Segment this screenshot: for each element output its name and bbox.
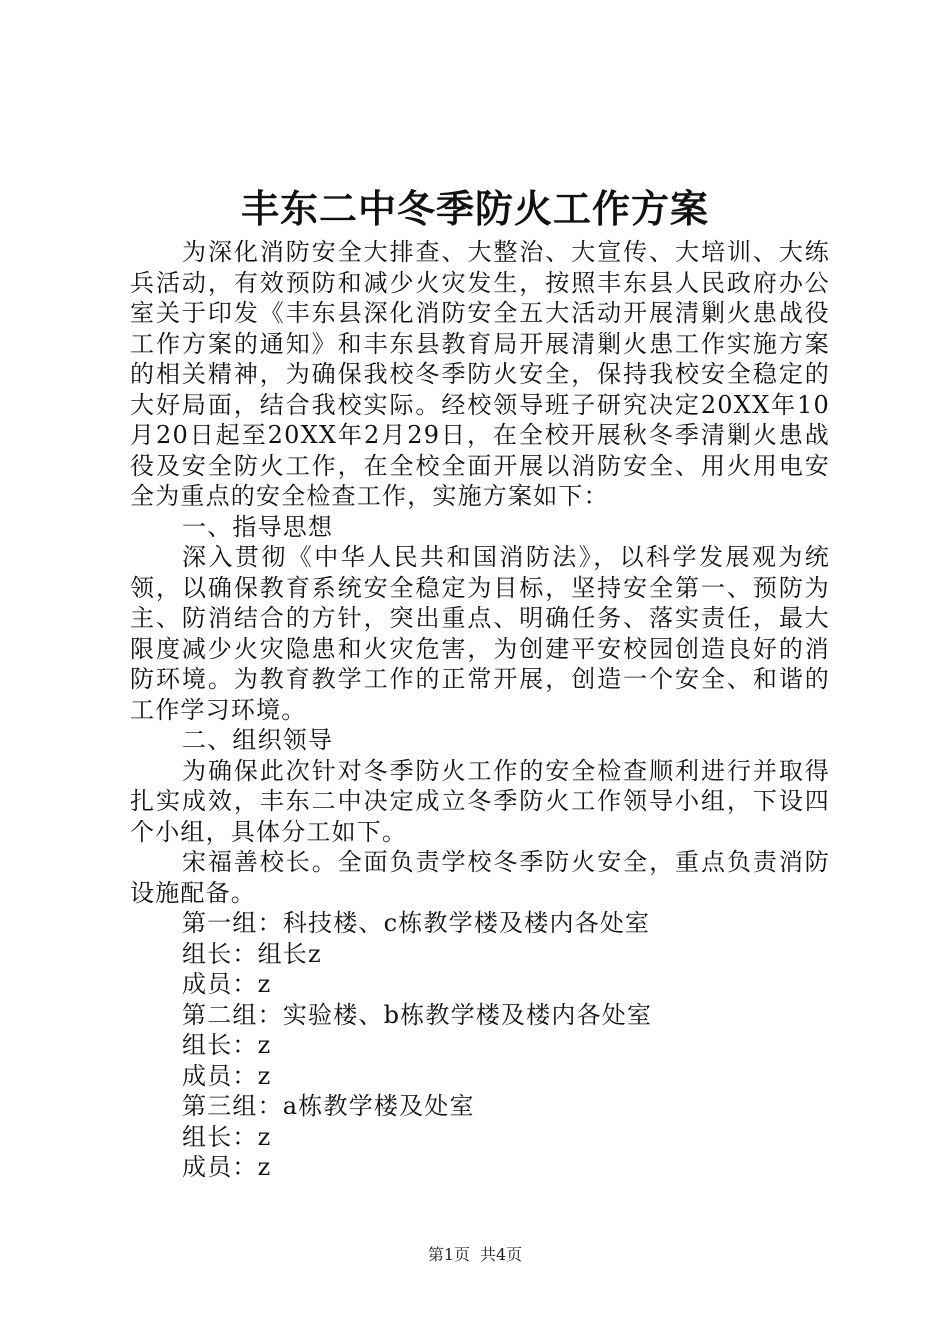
principal-paragraph: 宋福善校长。全面负责学校冬季防火安全，重点负责消防设施配备。	[130, 848, 830, 907]
page-total: 共4页	[480, 1245, 523, 1264]
group-three-leader: 组长：z	[182, 1122, 272, 1151]
page-footer	[0, 1244, 950, 1266]
organization-paragraph: 为确保此次针对冬季防火工作的安全检查顺利进行并取得扎实成效，丰东二中决定成立冬季防火工作领导小组，下设四个小组，具体分工如下。	[130, 756, 830, 846]
group-two-leader: 组长：z	[182, 1031, 272, 1059]
section-heading-guiding-ideology: 一、指导思想	[182, 512, 334, 541]
group-one-leader: 组长：组长z	[182, 939, 322, 968]
guiding-ideology-paragraph: 深入贯彻《中华人民共和国消防法》，以科学发展观为统领，以确保教育系统安全稳定为目标，坚持安全第一、预防为主、防消结合的方针，突出重点、明确任务、落实责任，最大限度减少火灾隐患和火灾危害，为创建平安校园创造良好的消防环境。为教育教学工作的正常开展，创造一个安全、和谐的工作学习环境。	[130, 543, 830, 724]
intro-paragraph: 为深化消防安全大排查、大整治、大宣传、大培训、大练兵活动，有效预防和减少火灾发生，按照丰东县人民政府办公室关于印发《丰东县深化消防安全五大活动开展清剿火患战役工作方案的通知》和丰东县教育局开展清剿火患工作实施方案的相关精神，为确保我校冬季防火安全，保持我校安全稳定的大好局面，结合我校实际。经校领导班子研究决定20XX年10月20日起至20XX年2月29日，在全校开展秋冬季清剿火患战役及安全防火工作，在全校全面开展以消防安全、用火用电安全为重点的安全检查工作，实施方案如下：	[130, 238, 830, 510]
group-one-members: 成员：z	[182, 970, 272, 998]
group-two-members: 成员：z	[182, 1061, 272, 1090]
section-heading-organization: 二、组织领导	[182, 726, 334, 754]
group-one-title: 第一组：科技楼、c栋教学楼及楼内各处室	[182, 909, 651, 937]
page-number: 第1页	[427, 1245, 470, 1264]
document-body	[130, 237, 830, 1183]
group-three-title: 第三组：a栋教学楼及处室	[182, 1092, 475, 1120]
document-title: 丰东二中冬季防火工作方案	[240, 186, 709, 231]
group-two-title: 第二组：实验楼、b栋教学楼及楼内各处室	[182, 1000, 653, 1029]
group-three-members: 成员：z	[182, 1153, 272, 1181]
